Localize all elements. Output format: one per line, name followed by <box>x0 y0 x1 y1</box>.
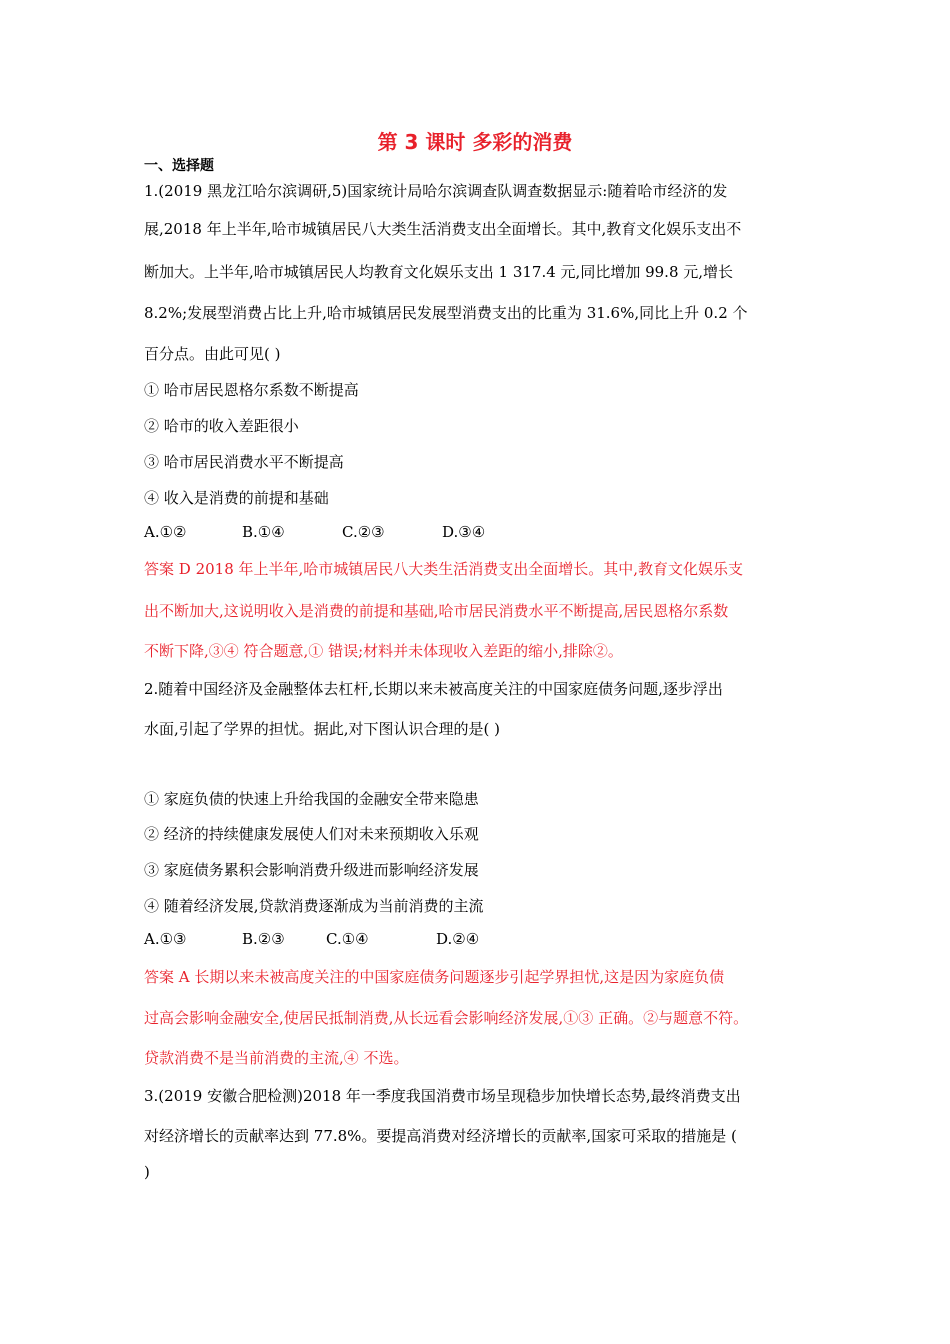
q2-answer-line: 答案 A 长期以来未被高度关注的中国家庭债务问题逐步引起学界担忧,这是因为家庭负债 <box>144 968 725 986</box>
q1-option-a: A.①② <box>144 523 187 541</box>
q2-options <box>144 930 479 948</box>
q2-option-a: A.①③ <box>144 930 187 948</box>
q3-stem-line: 3.(2019 安徽合肥检测)2018 年一季度我国消费市场呈现稳步加快增长态势,最终消费支出 <box>144 1087 741 1105</box>
q2-item: ③ 家庭债务累积会影响消费升级进而影响经济发展 <box>144 861 479 879</box>
q1-item: ③ 哈市居民消费水平不断提高 <box>144 453 344 471</box>
q1-stem-line: 断加大。上半年,哈市城镇居民人均教育文化娱乐支出 1 317.4 元,同比增加 99.8 元,增长 <box>144 263 734 281</box>
q3-stem-line: ) <box>144 1163 150 1181</box>
q2-option-b: B.②③ <box>242 930 285 948</box>
q1-options <box>144 523 485 541</box>
q2-answer-line: 过高会影响金融安全,使居民抵制消费,从长远看会影响经济发展,①③ 正确。②与题意不符。 <box>144 1009 749 1027</box>
section-heading: 一、选择题 <box>144 158 214 174</box>
q1-item: ② 哈市的收入差距很小 <box>144 417 299 435</box>
q1-item: ① 哈市居民恩格尔系数不断提高 <box>144 381 359 399</box>
q2-stem-line: 水面,引起了学界的担忧。据此,对下图认识合理的是( ) <box>144 720 501 738</box>
q2-answer-line: 贷款消费不是当前消费的主流,④ 不选。 <box>144 1049 409 1067</box>
q1-stem-line: 百分点。由此可见( ) <box>144 345 281 363</box>
q1-answer-line: 不断下降,③④ 符合题意,① 错误;材料并未体现收入差距的缩小,排除②。 <box>144 642 623 660</box>
q2-option-d: D.②④ <box>436 930 480 948</box>
page-title: 第 3 课时 多彩的消费 <box>377 130 573 154</box>
q2-option-c: C.①④ <box>326 930 369 948</box>
q2-item: ② 经济的持续健康发展使人们对未来预期收入乐观 <box>144 825 479 843</box>
q1-stem-line: 8.2%;发展型消费占比上升,哈市城镇居民发展型消费支出的比重为 31.6%,同比上升 0.2 个 <box>144 304 748 322</box>
q1-item: ④ 收入是消费的前提和基础 <box>144 489 329 507</box>
q1-stem-line: 1.(2019 黑龙江哈尔滨调研,5)国家统计局哈尔滨调查队调查数据显示:随着哈市经济的发 <box>144 182 728 200</box>
q1-stem-line: 展,2018 年上半年,哈市城镇居民八大类生活消费支出全面增长。其中,教育文化娱乐支出不 <box>144 220 742 238</box>
q1-option-c: C.②③ <box>342 523 385 541</box>
q2-stem-line: 2.随着中国经济及金融整体去杠杆,长期以来未被高度关注的中国家庭债务问题,逐步浮出 <box>144 680 723 698</box>
q1-answer-line: 出不断加大,这说明收入是消费的前提和基础,哈市居民消费水平不断提高,居民恩格尔系数 <box>144 602 729 620</box>
q1-answer-line: 答案 D 2018 年上半年,哈市城镇居民八大类生活消费支出全面增长。其中,教育文化娱乐支 <box>144 560 744 578</box>
q1-option-b: B.①④ <box>242 523 285 541</box>
q2-item: ① 家庭负债的快速上升给我国的金融安全带来隐患 <box>144 790 479 808</box>
q1-option-d: D.③④ <box>442 523 486 541</box>
q2-item: ④ 随着经济发展,贷款消费逐渐成为当前消费的主流 <box>144 897 484 915</box>
q3-stem-line: 对经济增长的贡献率达到 77.8%。要提高消费对经济增长的贡献率,国家可采取的措施是 ( <box>144 1127 737 1145</box>
